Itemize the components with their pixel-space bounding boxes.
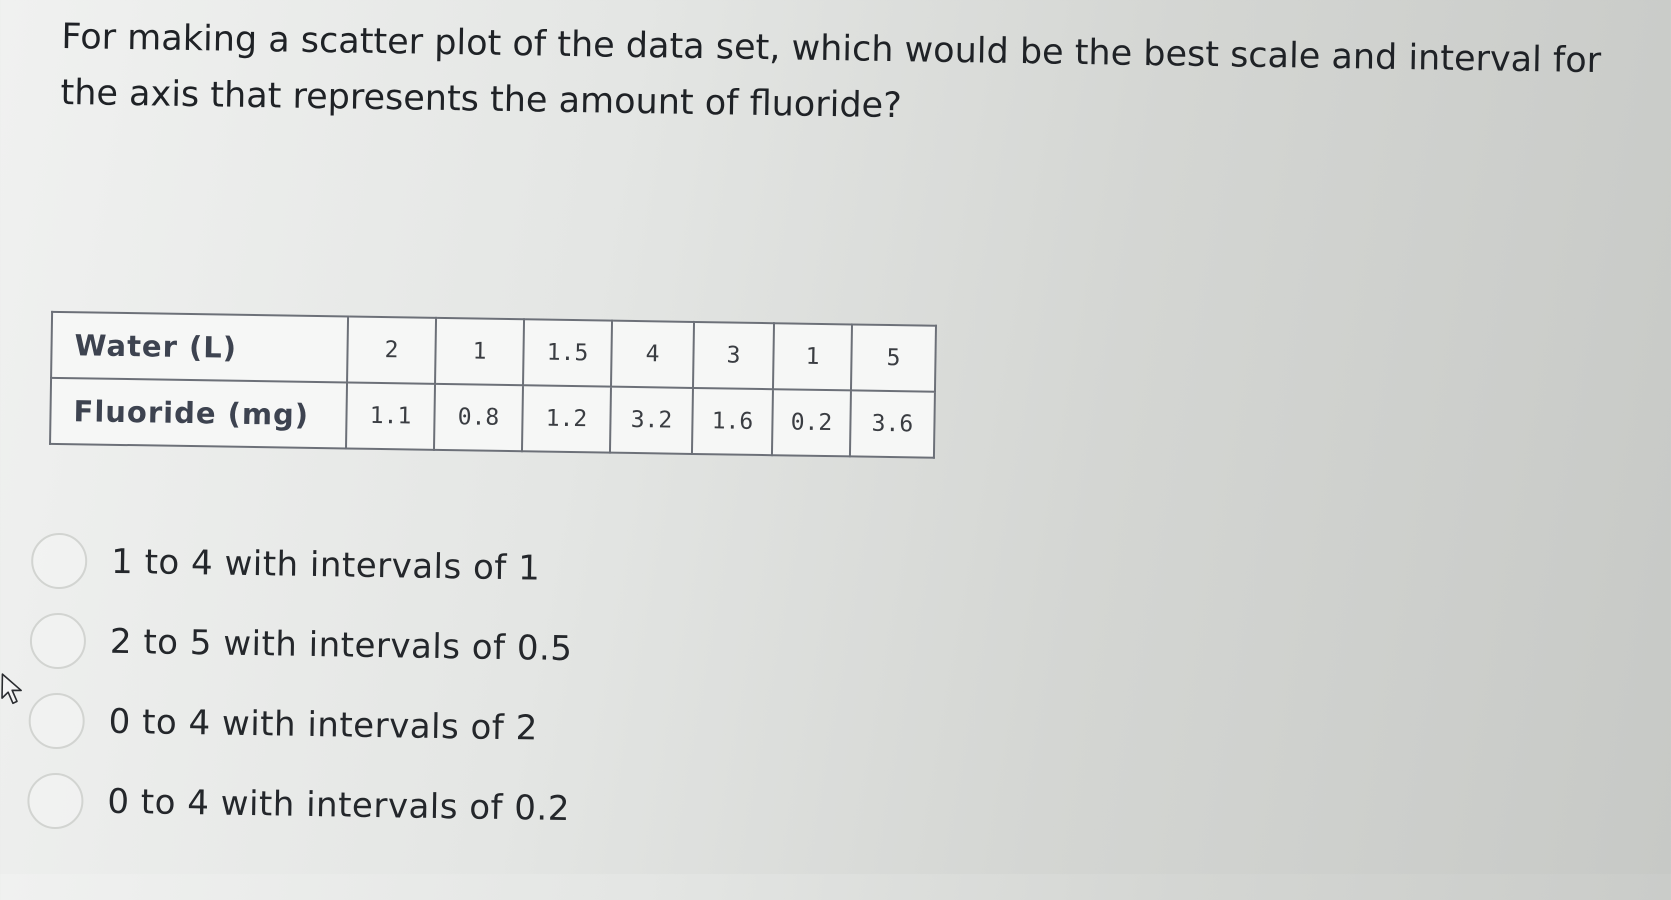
answer-option-4[interactable]: [27, 761, 571, 850]
table-cell: 2: [347, 317, 436, 384]
answer-option-3[interactable]: [28, 681, 572, 770]
answer-option-1[interactable]: [31, 521, 575, 610]
answer-options: [27, 521, 575, 849]
table-cell: 1: [435, 318, 524, 385]
row-header-fluoride: Fluoride (mg): [50, 378, 347, 449]
radio-button-unselected-icon[interactable]: [28, 693, 85, 750]
table-cell: 1.5: [523, 319, 612, 386]
table-cell: 3.2: [610, 387, 693, 454]
table-cell: 4: [611, 321, 694, 388]
table-cell: 1.6: [692, 388, 773, 455]
table-cell: 5: [851, 324, 936, 391]
question-text: For making a scatter plot of the data set, which would be the best scale and interval for the axis that represents the amount of fluoride?: [60, 16, 1602, 127]
radio-button-unselected-icon[interactable]: [30, 613, 87, 670]
answer-option-2[interactable]: [29, 601, 573, 690]
table-cell: 0.8: [434, 384, 523, 451]
table-cell: 3: [693, 322, 774, 389]
option-label: 2 to 5 with intervals of 0.5: [109, 621, 573, 670]
table-cell: 1.1: [346, 382, 435, 449]
table-cell: 1.2: [522, 385, 611, 452]
table-cell: 0.2: [772, 389, 851, 456]
option-label: 0 to 4 with intervals of 0.2: [107, 781, 571, 830]
option-label: 1 to 4 with intervals of 1: [110, 541, 541, 589]
radio-button-unselected-icon[interactable]: [27, 773, 84, 830]
mouse-pointer-icon: [0, 672, 29, 706]
radio-button-unselected-icon[interactable]: [31, 533, 88, 590]
table-cell: 1: [773, 323, 852, 390]
option-label: 0 to 4 with intervals of 2: [108, 701, 539, 749]
table-row-fluoride: [50, 378, 935, 458]
row-header-water: Water (L): [51, 312, 348, 383]
table-cell: 3.6: [850, 390, 935, 457]
data-table: [49, 311, 937, 459]
